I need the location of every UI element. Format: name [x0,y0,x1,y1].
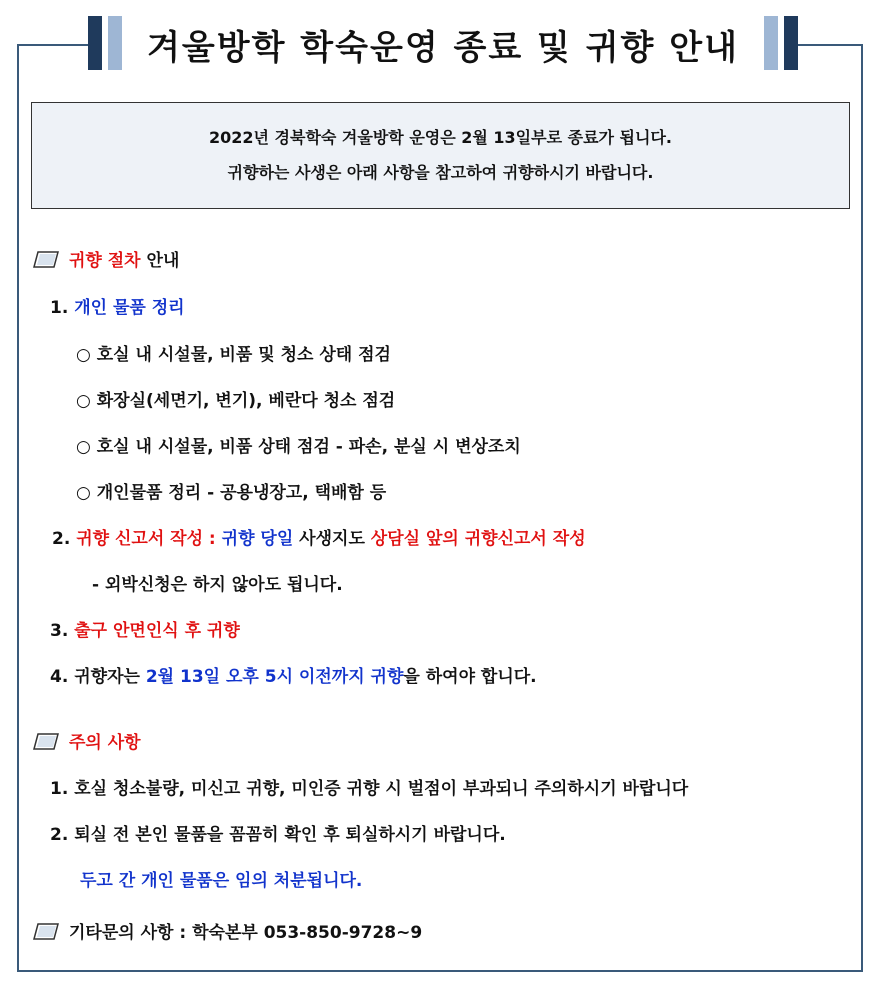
inquiry-text: 기타문의 사항 : 학숙본부 053-850-9728~9 [69,923,423,943]
item4-part2: 2월 13일 오후 5시 이전까지 귀향 [145,667,404,687]
item2-sub: - 외박신청은 하지 않아도 됩니다. [92,575,343,595]
item-1 [50,293,185,318]
title-bar-right-dark [784,16,798,70]
page-title: 겨울방학 학숙운영 종료 및 귀향 안내 [147,28,739,68]
notice-box [31,102,850,209]
memo-icon [33,923,59,941]
item4-part1: 귀향자는 [74,667,146,687]
item2-num: 2. [52,529,77,549]
item2-part1: 귀향 신고서 작성 : [76,529,222,549]
item4-num: 4. [50,667,75,687]
section1-heading-rest: 안내 [140,251,180,271]
memo-icon [33,251,59,269]
item1-sub-2: ○ 화장실(세면기, 변기), 베란다 청소 점검 [76,391,396,411]
title-banner [88,14,798,74]
section-other-inquiries [33,918,422,943]
item1-sub-3: ○ 호실 내 시설물, 비품 상태 점검 - 파손, 분실 시 변상조치 [76,437,521,457]
item3-num: 3. [50,621,75,641]
notice-line-1: 2022년 경북학숙 겨울방학 운영은 2월 13일부로 종료가 됩니다. [208,128,673,147]
memo-icon [33,733,59,751]
caution-item-2: 2. 퇴실 전 본인 물품을 꼼꼼히 확인 후 퇴실하시기 바랍니다. [50,825,506,845]
notice-line-2: 귀향하는 사생은 아래 사항을 참고하여 귀향하시기 바랍니다. [227,163,654,182]
item-3 [50,616,240,641]
item1-label: 개인 물품 정리 [74,298,185,318]
section-heading-return-procedure [33,246,179,271]
title-bar-left-dark [88,16,102,70]
caution-item-1: 1. 호실 청소불량, 미신고 귀향, 미인증 귀향 시 벌점이 부과되니 주의하시기 바랍니다 [50,779,689,799]
section2-heading: 주의 사항 [69,733,141,753]
item2-part2: 귀향 당일 [221,529,294,549]
item1-sub-1: ○ 호실 내 시설물, 비품 및 청소 상태 점검 [76,345,391,365]
item1-sub-4: ○ 개인물품 정리 - 공용냉장고, 택배함 등 [76,483,387,503]
item-4 [50,662,537,687]
item-2 [52,524,586,549]
section-heading-cautions [33,728,141,753]
item2-part3: 사생지도 [293,529,371,549]
item4-part3: 을 하여야 합니다. [403,667,537,687]
title-bar-right-light [764,16,778,70]
title-bar-left-light [108,16,122,70]
caution-item-2-sub: 두고 간 개인 물품은 임의 처분됩니다. [80,871,363,891]
item1-num: 1. [50,298,75,318]
item2-part4: 상담실 앞의 귀향신고서 작성 [370,529,586,549]
item3-label: 출구 안면인식 후 귀향 [74,621,240,641]
section1-heading-red: 귀향 절차 [69,251,141,271]
